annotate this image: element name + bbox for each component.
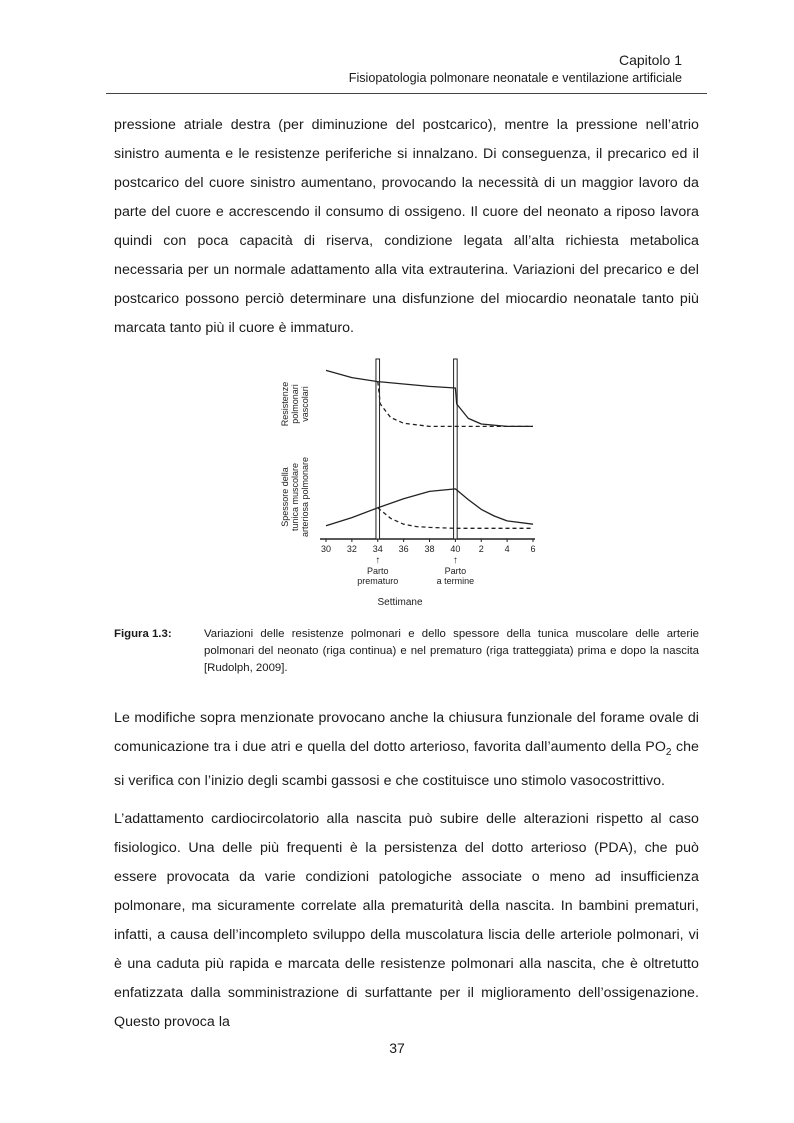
birth-marker-line	[376, 359, 380, 539]
y-panel-label: Resistenze	[280, 381, 290, 427]
birth-arrow: ↑	[452, 555, 458, 566]
x-tick-label: 34	[372, 544, 383, 554]
y-panel-label: tunica muscolare	[290, 462, 300, 532]
x-tick-label: 36	[398, 544, 409, 554]
y-panel-label: vascolari	[300, 386, 310, 422]
figure-label: Figura 1.3:	[114, 628, 172, 640]
birth-annotation-label: Parto	[366, 566, 389, 576]
body-paragraph-1: pressione atriale destra (per diminuzione del postcarico), mentre la pressione nell’atrio sinistro aumenta e le resistenze periferiche si innalzano. Di conseguenza, il precarico ed il postcarico del cuore sinistro aumentano, provocando la necessità di un maggior lavoro da parte del cuore e accrescendo il consumo di ossigeno. Il cuore del neonato a riposo lavora quindi con poca capacità di riserva, condizione legata all’alta richiesta metabolica necessaria per un normale adattamento alla vita extrauterina. Variazioni del precarico e del postcarico possono perciò determinare una disfunzione del miocardio neonatale tanto più marcata tanto più il cuore è immaturo.	[114, 117, 699, 336]
figure-chart	[278, 356, 540, 608]
header-rule	[106, 93, 707, 94]
birth-arrow: ↑	[375, 555, 381, 566]
y-panel-label: Spessore della	[280, 467, 290, 527]
body-paragraph-2: Le modifiche sopra menzionate provocano anche la chiusura funzionale del forame ovale di comunicazione tra i due atri e quella del dotto arterioso, favorita dall’aumento della $PO_2$ che si verifica con l’inizio degli scambi gassosi e che costituisce uno stimolo vasocostrittivo.	[114, 710, 699, 789]
birth-annotation-label: prematuro	[357, 576, 399, 586]
birth-marker-line	[454, 359, 458, 539]
term-series-line	[326, 489, 533, 526]
x-tick-label: 40	[450, 544, 461, 554]
x-tick-label: 2	[478, 544, 484, 554]
x-tick-label: 32	[346, 544, 357, 554]
y-panel-label: polmonari	[290, 384, 300, 424]
figure-caption-text: Variazioni delle resistenze polmonari e dello spessore della tunica muscolare delle arterie polmonari del neonato (riga continua) e nel prematuro (riga tratteggiata) prima e dopo la nascita [Rudolph, 2009].	[204, 628, 699, 674]
x-axis-label: Settimane	[377, 597, 423, 608]
page-number: 37	[389, 1040, 405, 1056]
birth-annotation-label: Parto	[444, 566, 467, 576]
chapter-subtitle: Fisiopatologia polmonare neonatale e ventilazione artificiale	[348, 71, 682, 85]
x-tick-label: 38	[424, 544, 435, 554]
y-panel-label: arteriosa polmonare	[300, 456, 310, 538]
body-paragraph-3: L’adattamento cardiocircolatorio alla nascita può subire delle alterazioni rispetto al caso fisiologico. Una delle più frequenti è la persistenza del dotto arterioso (PDA), che può essere provocata da varie condizioni patologiche associate o meno ad insufficienza polmonare, ma sicuramente correlate alla prematurità della nascita. In bambini prematuri, infatti, a causa dell’incompleto sviluppo della muscolatura liscia delle arteriole polmonari, vi è una caduta più rapida e marcata delle resistenze polmonari alla nascita, che è oltretutto enfatizzata dalla somministrazione di surfattante per il miglioramento dell’ossigenazione. Questo provoca la	[114, 811, 699, 1030]
chapter-title: Capitolo 1	[618, 52, 682, 68]
birth-annotation-label: a termine	[436, 576, 475, 586]
x-tick-label: 4	[504, 544, 510, 554]
x-tick-label: 30	[320, 544, 332, 554]
term-series-line	[326, 370, 533, 426]
figure-caption	[114, 626, 699, 677]
x-tick-label: 6	[530, 544, 536, 554]
subscript-2: 2	[665, 746, 672, 758]
